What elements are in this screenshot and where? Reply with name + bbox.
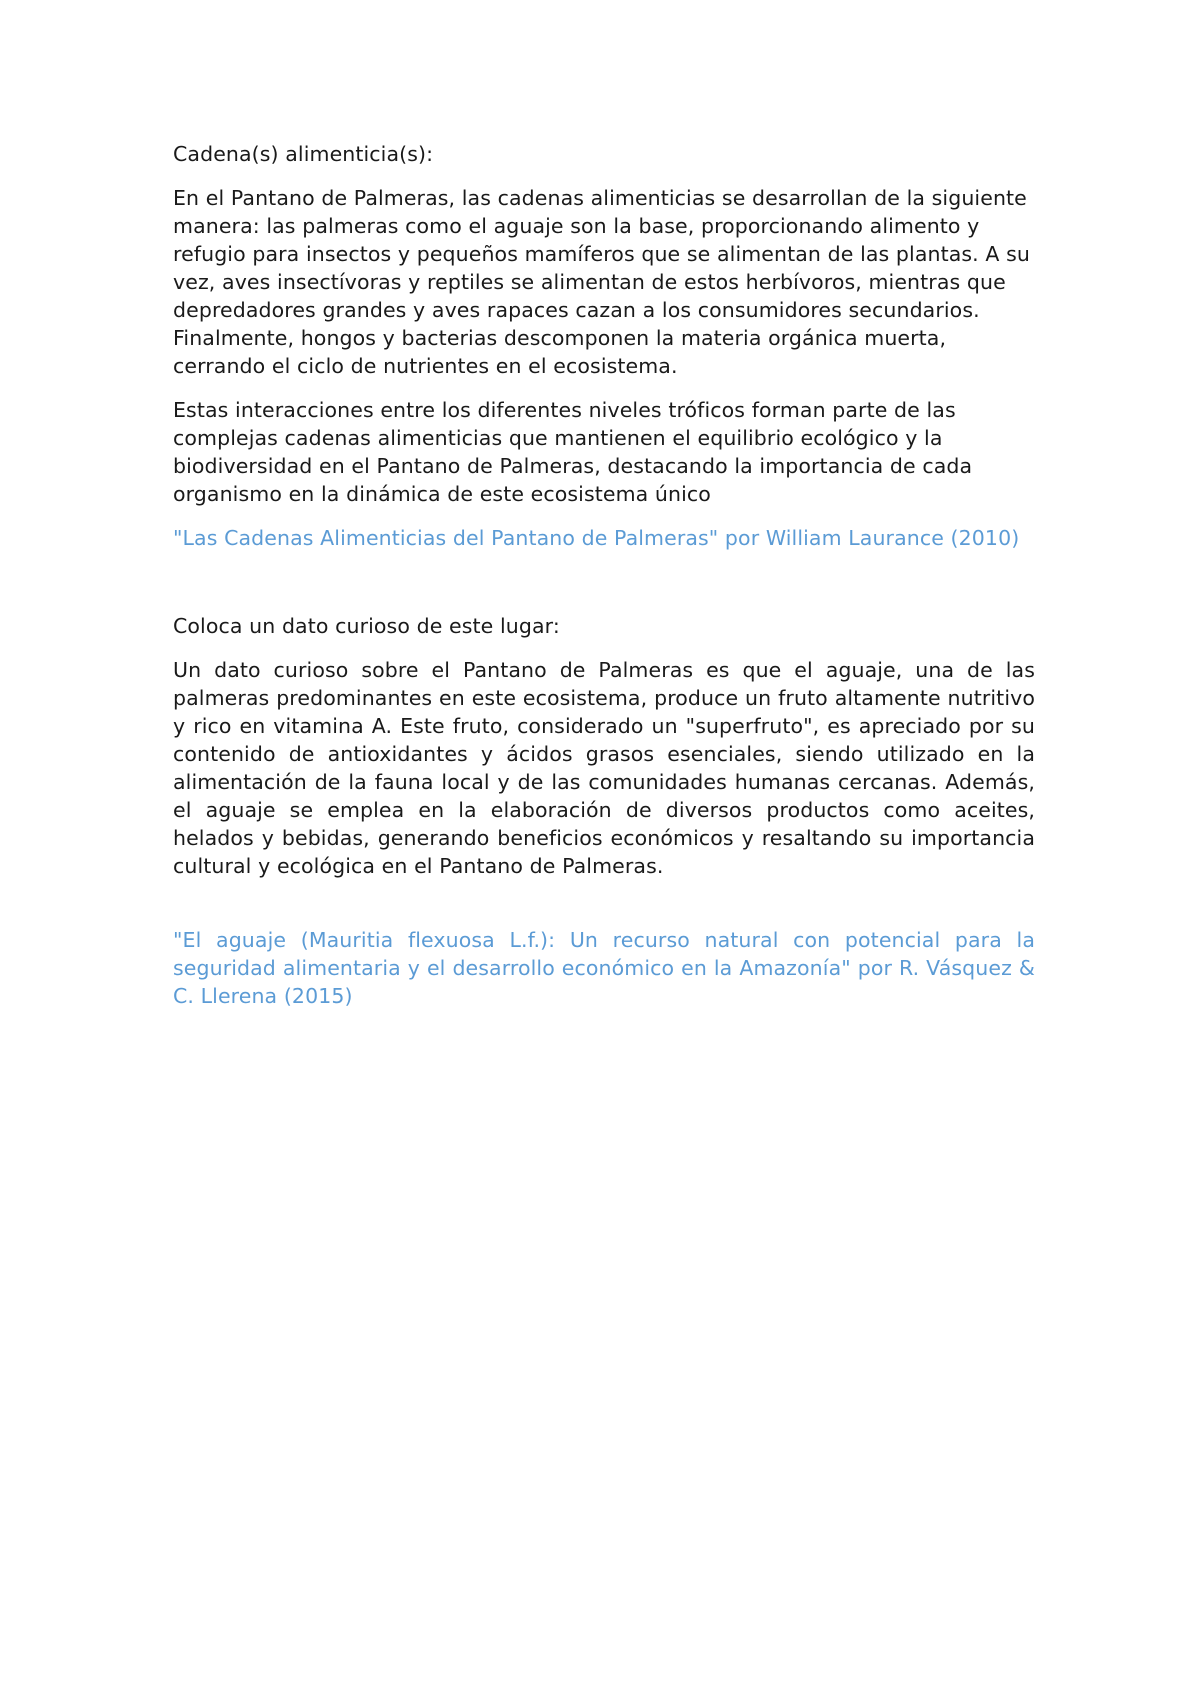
paragraph-trophic-interactions: Estas interacciones entre los diferentes niveles tróficos forman parte de las complejas cadenas alimenticias que mantienen el equilibrio ecológico y la biodiversidad en el Pantano de Palmeras, destacando la importancia de cada organismo en la dinámica de este ecosistema único [173, 398, 973, 506]
section-heading-food-chains: Cadena(s) alimenticia(s): [173, 142, 434, 166]
citation-laurance: "Las Cadenas Alimenticias del Pantano de Palmeras" por William Laurance (2010) [173, 526, 1020, 550]
citation-vasquez-llerena: "El aguaje (Mauritia flexuosa L.f.): Un recurso natural con potencial para la seguridad alimentaria y el desarrollo económico en la Amazonía" por R. Vásquez & C. Llerena (2015) [173, 928, 1035, 1008]
section-spacer [173, 568, 1035, 612]
paragraph-food-chains-description: En el Pantano de Palmeras, las cadenas alimenticias se desarrollan de la siguiente manera: las palmeras como el aguaje son la base, proporcionando alimento y refugio para insectos y pequeños mamíferos que se alimentan de las plantas. A su vez, aves insectívoras y reptiles se alimentan de estos herbívoros, mientras que depredadores grandes y aves rapaces cazan a los consumidores secundarios. Finalmente, hongos y bacterias descomponen la materia orgánica muerta, cerrando el ciclo de nutrientes en el ecosistema. [173, 186, 1031, 378]
document-content [173, 140, 1035, 1026]
section-heading-fun-fact: Coloca un dato curioso de este lugar: [173, 614, 560, 638]
citation-spacer [173, 896, 1035, 926]
paragraph-fun-fact: Un dato curioso sobre el Pantano de Palmeras es que el aguaje, una de las palmeras predominantes en este ecosistema, produce un fruto altamente nutritivo y rico en vitamina A. Este fruto, considerado un "superfruto", es apreciado por su contenido de antioxidantes y ácidos grasos esenciales, siendo utilizado en la alimentación de la fauna local y de las comunidades humanas cercanas. Además, el aguaje se emplea en la elaboración de diversos productos como aceites, helados y bebidas, generando beneficios económicos y resaltando su importancia cultural y ecológica en el Pantano de Palmeras. [173, 658, 1035, 878]
